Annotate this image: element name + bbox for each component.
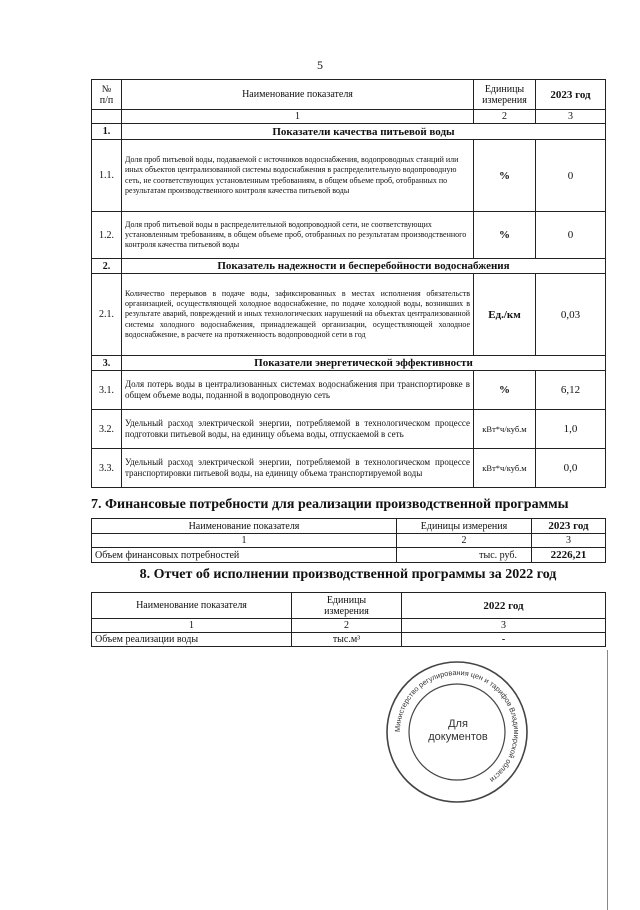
row-name: Объем финансовых потребностей [92,548,397,563]
row-value: 0,0 [536,449,606,488]
row-unit: % [474,212,536,259]
col-header-unit: Единицы измерения [397,519,532,534]
index-cell: 1 [92,619,292,633]
index-cell: 3 [536,110,606,124]
row-num: 1.1. [92,140,122,212]
table-row [92,449,606,488]
section-num: 3. [92,356,122,371]
table-row [92,140,606,212]
stamp-center-text: Для документов [428,718,488,743]
col-header-name: Наименование показателя [122,80,474,110]
row-num: 1.2. [92,212,122,259]
col-header-name: Наименование показателя [92,519,397,534]
row-unit: кВт*ч/куб.м [474,449,536,488]
row-value: 6,12 [536,371,606,410]
table-row [92,633,606,647]
index-cell: 1 [122,110,474,124]
row-value: 0,03 [536,274,606,356]
index-cell: 3 [402,619,606,633]
stamp-ring-text: Министерство регулирования цен и тарифов Владимирской области [392,667,522,785]
row-name: Количество перерывов в подаче воды, зафиксированных в местах исполнения обязательств организацией, осуществляющей холодное водоснабжение, по подаче холодной воды, возникших в результате аварий, повреждений и иных технологических нарушений на объектах централизованной системы холодного водоснабжения, принадлежащей организации, осуществляющей холодное водоснабжение, в расчете на протяженность водопроводной сети в год [122,274,474,356]
row-unit: % [474,371,536,410]
row-unit: % [474,140,536,212]
section-title: Показатель надежности и бесперебойности водоснабжения [122,259,606,274]
table-row [92,212,606,259]
row-name: Объем реализации воды [92,633,292,647]
financial-needs-table [91,518,606,563]
section7-heading: 7. Финансовые потребности для реализации производственной программы [91,497,569,512]
index-cell: 2 [474,110,536,124]
row-value: 1,0 [536,410,606,449]
row-name: Удельный расход электрической энергии, потребляемой в технологическом процессе транспортировки питьевой воды, на единицу объема транспортируемой воды [122,449,474,488]
row-name: Доля потерь воды в централизованных системах водоснабжения при транспортировке в общем объеме воды, поданной в водопроводную сеть [122,371,474,410]
col-header-unit: Единицы измерения [474,80,536,110]
col-header-num: № п/п [92,80,122,110]
row-name: Доля проб питьевой воды в распределительной водопроводной сети, не соответствующих установленным требованиям, в общем объеме проб, отобранных по результатам производственного контроля качества питьевой воды [122,212,474,259]
row-unit: Ед./км [474,274,536,356]
program-report-table [91,592,606,647]
index-cell: 2 [292,619,402,633]
section-num: 1. [92,124,122,140]
page-number: 5 [317,58,323,72]
page-edge-line [607,650,608,910]
row-name: Доля проб питьевой воды, подаваемой с источников водоснабжения, водопроводных станций или иных объектов централизованной системы водоснабжения в распределительную водопроводную сеть, не соответствующих установленным требованиям, в общем объеме проб, отобранных по результатам производственного контроля качества питьевой воды [122,140,474,212]
row-value: 2226,21 [532,548,606,563]
table-row [92,548,606,563]
section-title: Показатели качества питьевой воды [122,124,606,140]
col-header-year: 2023 год [532,519,606,534]
section8-heading: 8. Отчет об исполнении производственной программы за 2022 год [139,567,557,582]
row-num: 2.1. [92,274,122,356]
row-unit: кВт*ч/куб.м [474,410,536,449]
section-title: Показатели энергетической эффективности [122,356,606,371]
section-num: 2. [92,259,122,274]
row-value: - [402,633,606,647]
index-cell: 2 [397,534,532,548]
row-unit: тыс. руб. [397,548,532,563]
col-header-unit: Единицы измерения [292,593,402,619]
row-num: 3.1. [92,371,122,410]
row-value: 0 [536,140,606,212]
col-header-year: 2023 год [536,80,606,110]
row-value: 0 [536,212,606,259]
row-num: 3.2. [92,410,122,449]
index-cell: 1 [92,534,397,548]
row-num: 3.3. [92,449,122,488]
row-name: Удельный расход электрической энергии, потребляемой в технологическом процессе подготовки питьевой воды, на единицу объема воды, отпускаемой в сеть [122,410,474,449]
quality-indicators-table [91,79,606,488]
table-row [92,371,606,410]
table-row [92,274,606,356]
col-header-year: 2022 год [402,593,606,619]
table-row [92,410,606,449]
col-header-name: Наименование показателя [92,593,292,619]
index-cell: 3 [532,534,606,548]
row-unit: тыс.м³ [292,633,402,647]
